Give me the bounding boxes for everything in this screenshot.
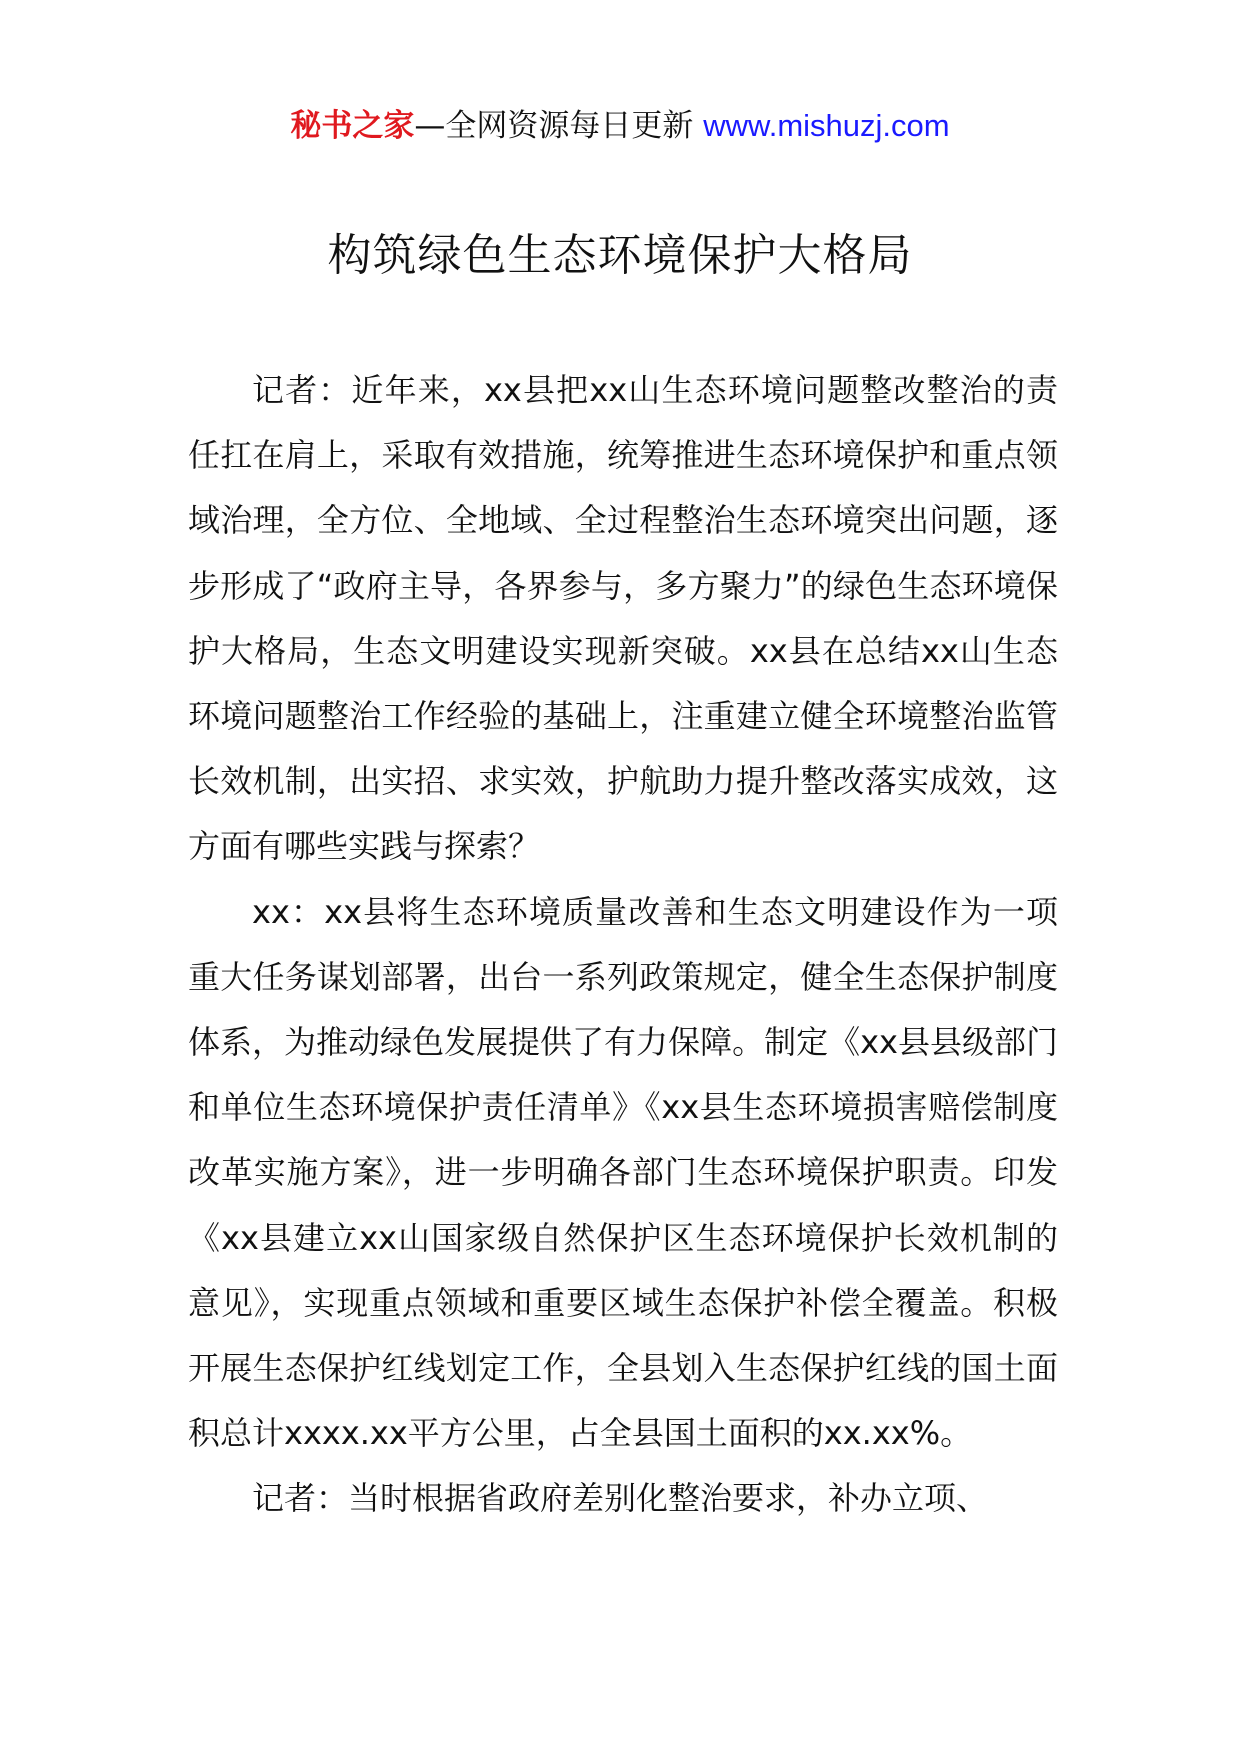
- website-link[interactable]: www.mishuzj.com: [703, 108, 950, 143]
- paragraph-reporter-question-2: 记者：当时根据省政府差别化整治要求，补办立项、: [252, 1479, 989, 1518]
- document-body: [188, 358, 1058, 1532]
- paragraph-reporter-question-1: 记者：近年来，xx县把xx山生态环境问题整改整治的责任扛在肩上，采取有效措施，统筹推进生态环境保护和重点领域治理，全方位、全地域、全过程整治生态环境突出问题，逐步形成了“政府主导，各界参与，多方聚力”的绿色生态环境保护大格局，生态文明建设实现新突破。xx县在总结xx山生态环境问题整治工作经验的基础上，注重建立健全环境整治监管长效机制，出实招、求实效，护航助力提升整改落实成效，这方面有哪些实践与探索？: [188, 371, 1058, 866]
- page-header: [0, 104, 1240, 148]
- document-title: 构筑绿色生态环境保护大格局: [327, 230, 913, 281]
- brand-name: 秘书之家: [290, 108, 415, 144]
- header-tagline: —全网资源每日更新: [414, 108, 704, 144]
- paragraph-answer-1: xx：xx县将生态环境质量改善和生态文明建设作为一项重大任务谋划部署，出台一系列政策规定，健全生态保护制度体系，为推动绿色发展提供了有力保障。制定《xx县县级部门和单位生态环境保护责任清单》《xx县生态环境损害赔偿制度改革实施方案》，进一步明确各部门生态环境保护职责。印发《xx县建立xx山国家级自然保护区生态环境保护长效机制的意见》，实现重点领域和重要区域生态保护补偿全覆盖。积极开展生态保护红线划定工作，全县划入生态保护红线的国土面积总计xxxx.xx平方公里，占全县国土面积的xx.xx%。: [188, 892, 1058, 1453]
